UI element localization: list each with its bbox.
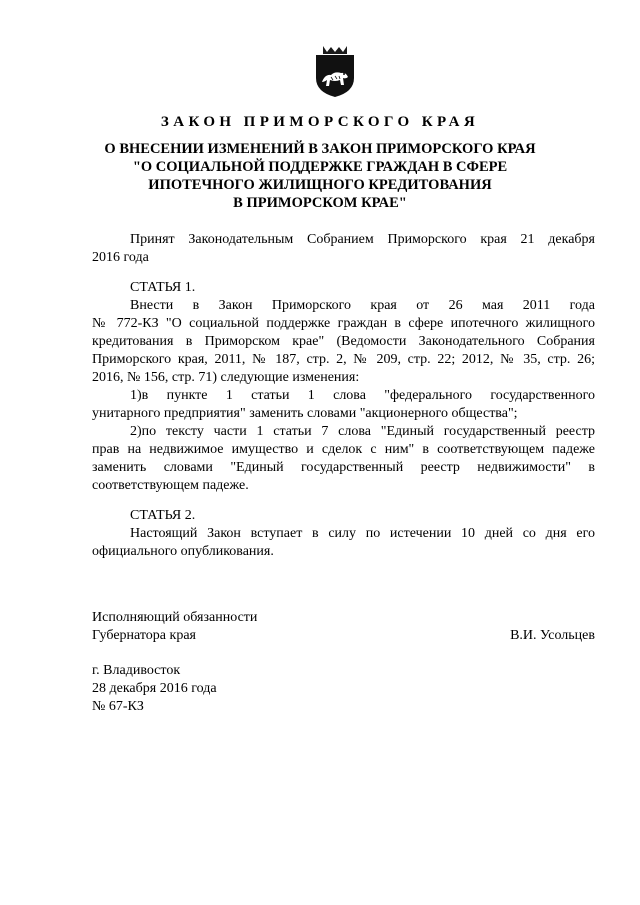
law-subtitle bbox=[80, 140, 560, 212]
law-title: ЗАКОН ПРИМОРСКОГО КРАЯ bbox=[160, 114, 480, 130]
article-2-line: Настоящий Закон вступает в силу по истечении 10 дней со дня его bbox=[130, 526, 595, 541]
signatory-title: Исполняющий обязанности bbox=[92, 610, 258, 625]
item-1-line: унитарного предприятия" заменить словами "акционерного общества"; bbox=[92, 406, 518, 421]
signatory-title: Губернатора края bbox=[92, 628, 196, 643]
article-1-line: Внести в Закон Приморского края от 26 мая 2011 года bbox=[130, 298, 595, 313]
coat-of-arms-icon bbox=[313, 44, 357, 98]
adopted-line: Принят Законодательным Собранием Приморского края 21 декабря bbox=[130, 232, 595, 247]
law-number: № 67-КЗ bbox=[92, 699, 144, 714]
item-2-line: прав на недвижимое имущество и сделок с ним" в соответствующем падеже bbox=[92, 442, 595, 457]
article-1-line: № 772-КЗ "О социальной поддержке граждан в сфере ипотечного жилищного bbox=[92, 316, 595, 331]
subtitle-line: ИПОТЕЧНОГО ЖИЛИЩНОГО КРЕДИТОВАНИЯ bbox=[148, 177, 492, 193]
date: 28 декабря 2016 года bbox=[92, 681, 217, 696]
subtitle-line: "О СОЦИАЛЬНОЙ ПОДДЕРЖКЕ ГРАЖДАН В СФЕРЕ bbox=[132, 159, 508, 175]
item-2-line: соответствующем падеже. bbox=[92, 478, 249, 493]
signatory-name: В.И. Усольцев bbox=[510, 628, 595, 643]
article-1-line: кредитования в Приморском крае" (Ведомости Законодательного Собрания bbox=[92, 334, 595, 349]
item-2-line: 2)по тексту части 1 статьи 7 слова "Единый государственный реестр bbox=[130, 424, 595, 439]
article-1-heading: СТАТЬЯ 1. bbox=[130, 280, 196, 295]
item-2-line: заменить словами "Единый государственный реестр недвижимости" в bbox=[92, 460, 595, 475]
subtitle-line: О ВНЕСЕНИИ ИЗМЕНЕНИЙ В ЗАКОН ПРИМОРСКОГО КРАЯ bbox=[104, 141, 536, 157]
article-2-heading: СТАТЬЯ 2. bbox=[130, 508, 196, 523]
subtitle-line: В ПРИМОРСКОМ КРАЕ" bbox=[233, 195, 407, 211]
article-1-line: Приморского края, 2011, № 187, стр. 2, № 209, стр. 22; 2012, № 35, стр. 26; bbox=[92, 352, 595, 367]
article-2-line: официального опубликования. bbox=[92, 544, 274, 559]
city: г. Владивосток bbox=[92, 663, 181, 678]
item-1-line: 1)в пункте 1 статьи 1 слова "федерального государственного bbox=[130, 388, 595, 403]
adopted-line: 2016 года bbox=[92, 250, 149, 265]
article-1-line: 2016, № 156, стр. 71) следующие изменения: bbox=[92, 370, 360, 385]
